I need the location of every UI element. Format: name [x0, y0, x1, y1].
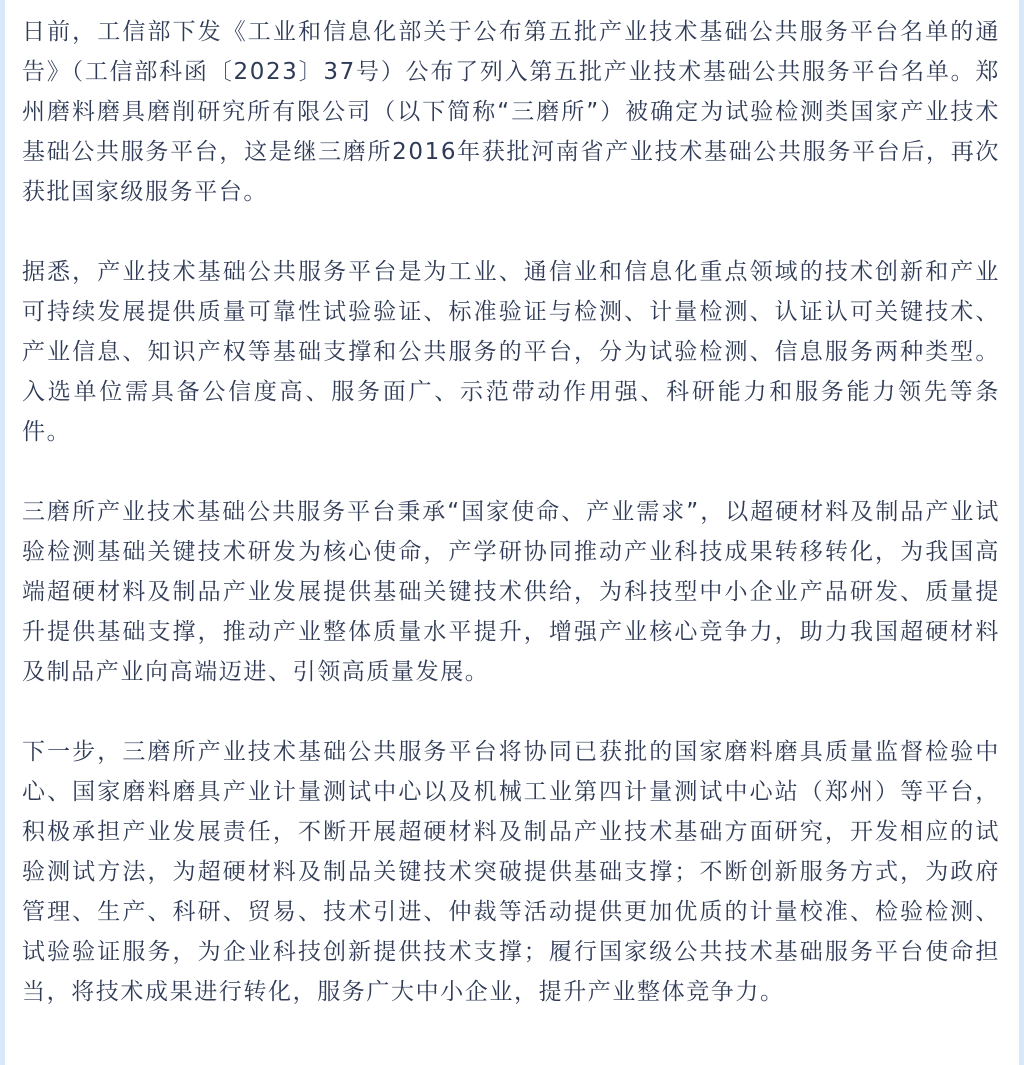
paragraph-platform-mission: 三磨所产业技术基础公共服务平台秉承“国家使命、产业需求”，以超硬材料及制品产业试验检测基础关键技术研发为核心使命，产学研协同推动产业科技成果转移转化，为我国高端超硬材料及制品产业发展提供基础关键技术供给，为科技型中小企业产品研发、质量提升提供基础支撑，推动产业整体质量水平提升，增强产业核心竞争力，助力我国超硬材料及制品产业向高端迈进、引领高质量发展。: [22, 499, 1000, 685]
paragraph-announcement: 日前，工信部下发《工业和信息化部关于公布第五批产业技术基础公共服务平台名单的通告》（工信部科函〔2023〕37号）公布了列入第五批产业技术基础公共服务平台名单。郑州磨料磨具磨削研究所有限公司（以下简称“三磨所”）被确定为试验检测类国家产业技术基础公共服务平台，这是继三磨所2016年获批河南省产业技术基础公共服务平台后，再次获批国家级服务平台。: [22, 19, 1000, 205]
paragraph-platform-definition: 据悉，产业技术基础公共服务平台是为工业、通信业和信息化重点领域的技术创新和产业可持续发展提供质量可靠性试验验证、标准验证与检测、计量检测、认证认可关键技术、产业信息、知识产权等基础支撑和公共服务的平台，分为试验检测、信息服务两种类型。入选单位需具备公信度高、服务面广、示范带动作用强、科研能力和服务能力领先等条件。: [22, 259, 1000, 445]
paragraph-next-steps: 下一步，三磨所产业技术基础公共服务平台将协同已获批的国家磨料磨具质量监督检验中心、国家磨料磨具产业计量测试中心以及机械工业第四计量测试中心站（郑州）等平台，积极承担产业发展责任，不断开展超硬材料及制品产业技术基础方面研究，开发相应的试验测试方法，为超硬材料及制品关键技术突破提供基础支撑；不断创新服务方式，为政府管理、生产、科研、贸易、技术引进、仲裁等活动提供更加优质的计量校准、检验检测、试验验证服务，为企业科技创新提供技术支撑；履行国家级公共技术基础服务平台使命担当，将技术成果进行转化，服务广大中小企业，提升产业整体竞争力。: [22, 739, 1000, 1005]
right-border-decoration: [1019, 0, 1024, 1065]
left-border-decoration: [0, 0, 5, 1065]
article-content: [22, 12, 1000, 1052]
